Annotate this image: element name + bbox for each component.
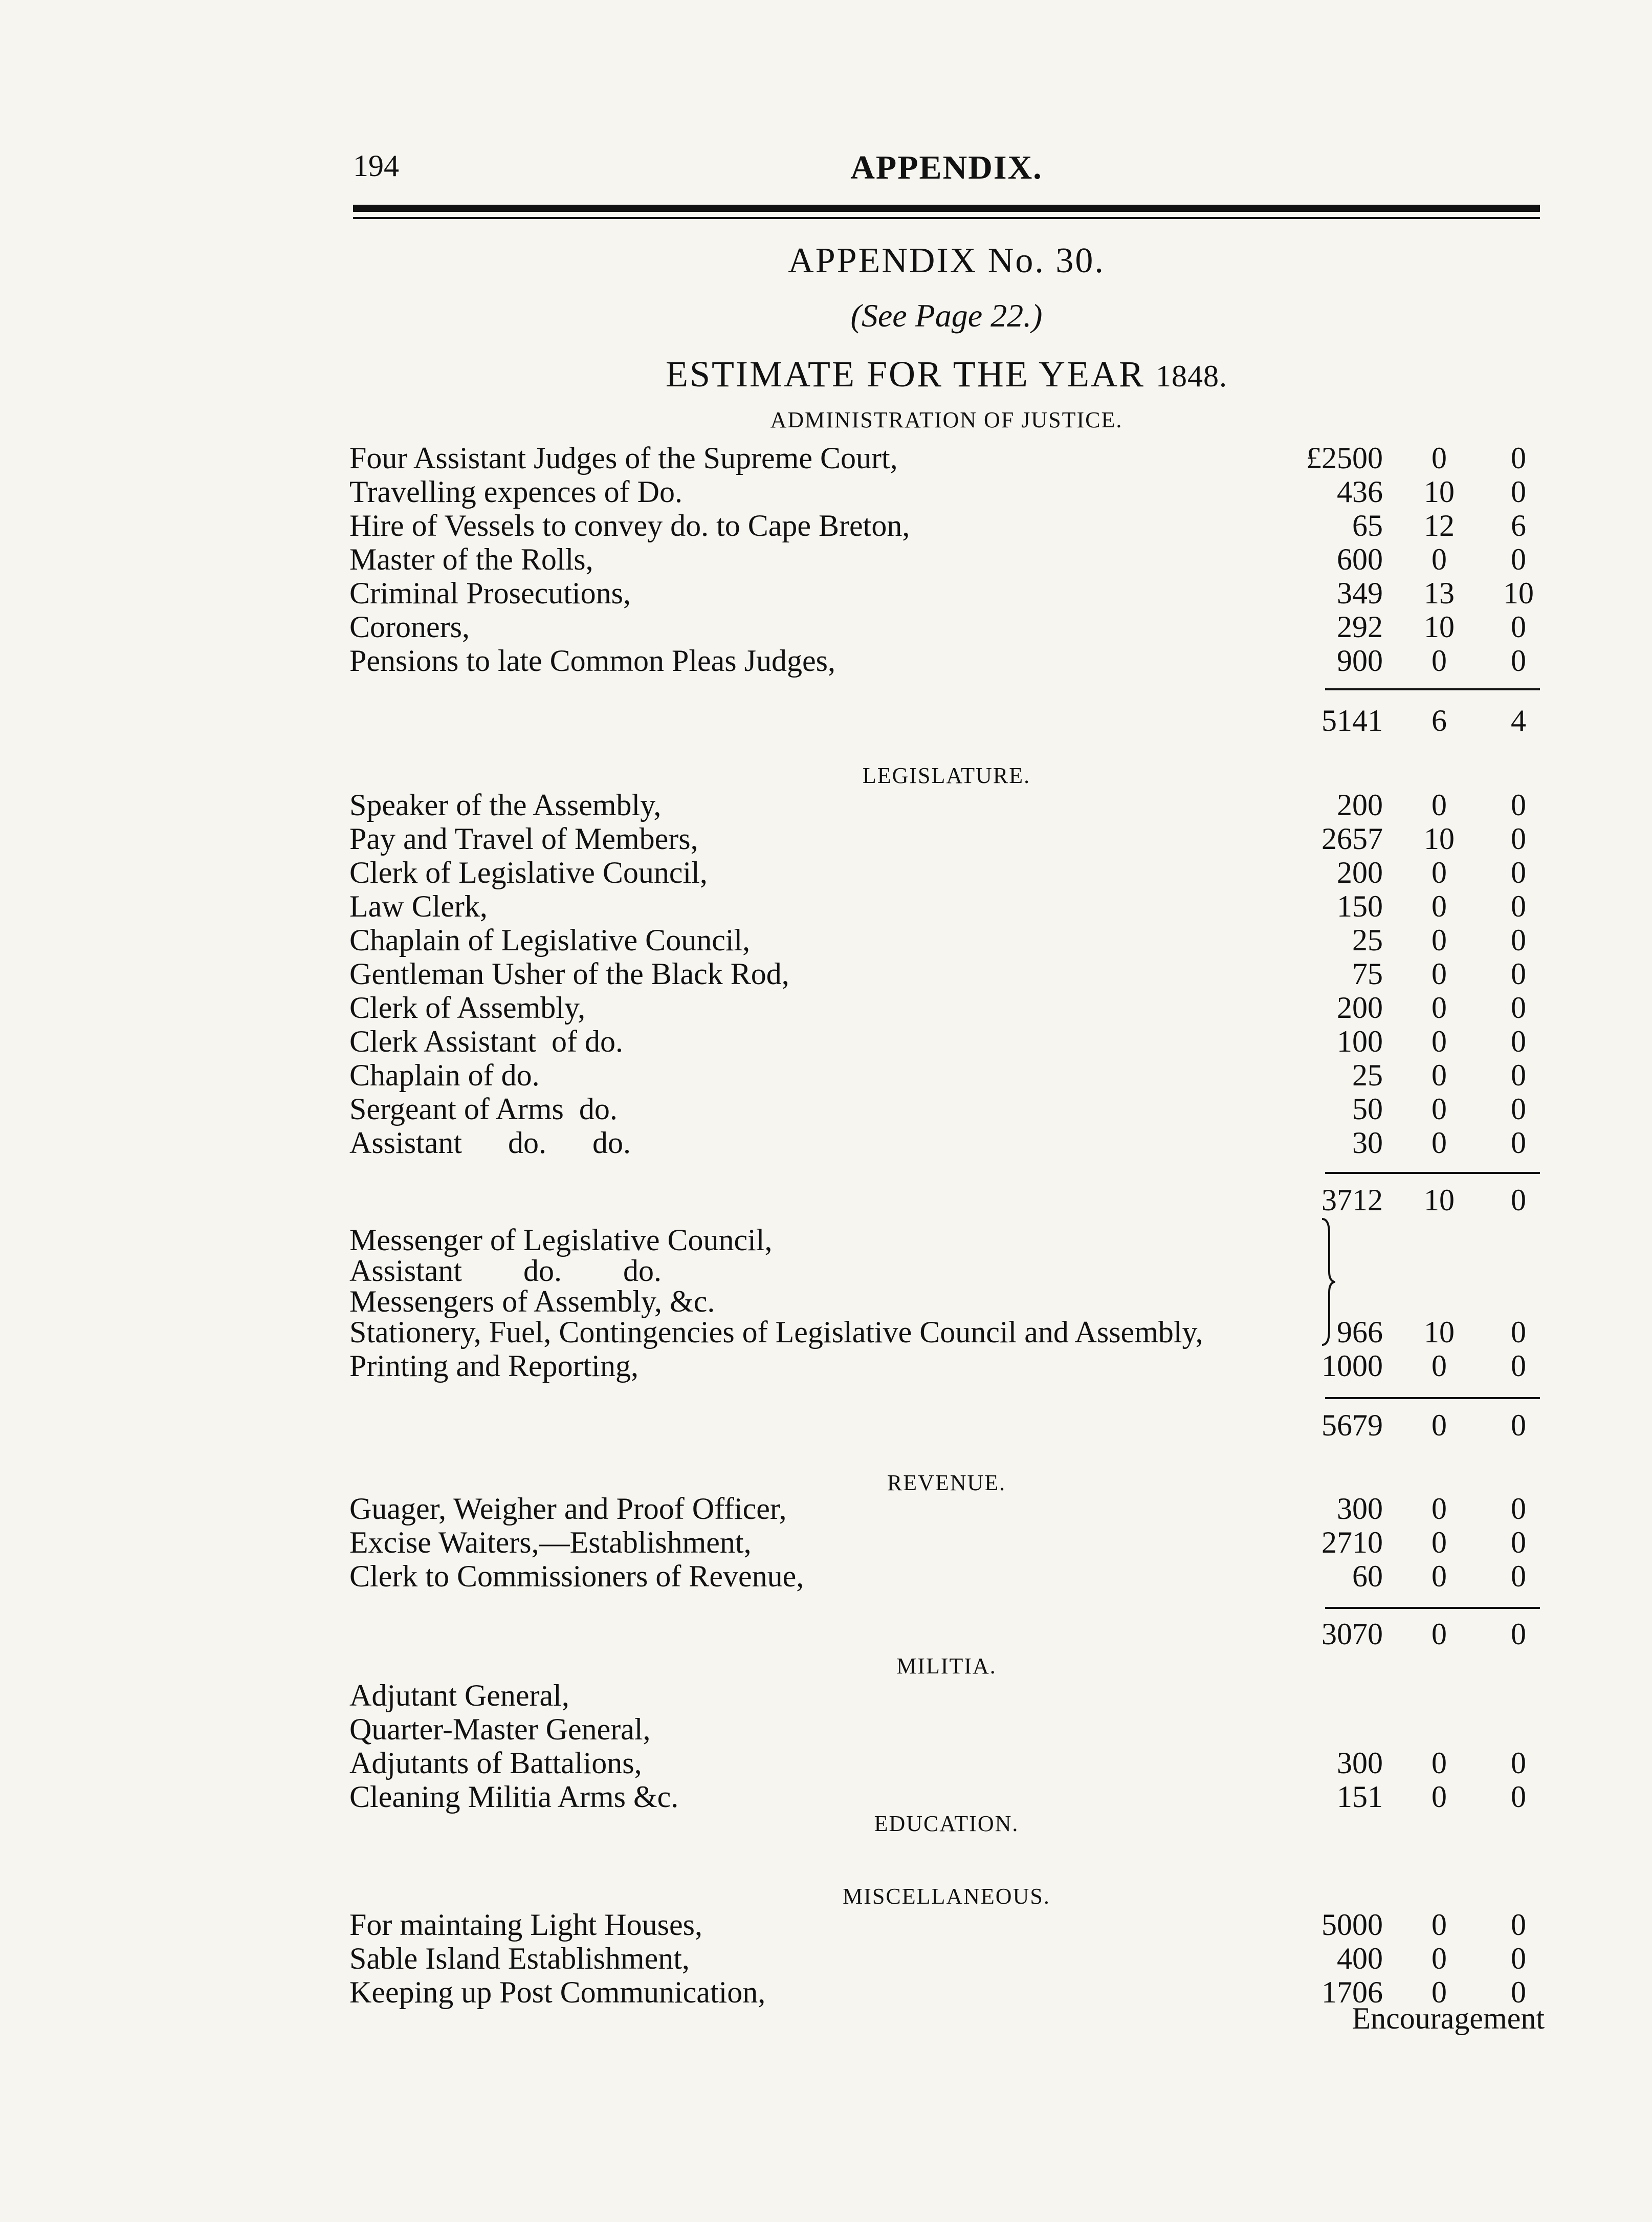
running-title: APPENDIX. xyxy=(850,149,1043,186)
row-label: Law Clerk, xyxy=(349,889,488,923)
shillings: 0 xyxy=(1431,1058,1447,1092)
table-row xyxy=(349,1092,1547,1126)
table-row xyxy=(349,441,1547,475)
shillings: 0 xyxy=(1431,957,1447,991)
pounds: 30 xyxy=(1352,1126,1383,1160)
table-row xyxy=(349,957,1547,991)
row-label: Coroners, xyxy=(349,610,470,644)
pounds: 436 xyxy=(1337,475,1383,509)
table-row xyxy=(349,1223,1547,1257)
row-label: Quarter-Master General, xyxy=(349,1712,651,1746)
pounds: 600 xyxy=(1337,542,1383,576)
table-row xyxy=(349,1126,1547,1160)
pounds: 200 xyxy=(1337,856,1383,889)
shillings: 12 xyxy=(1424,509,1455,542)
table-row xyxy=(349,1254,1547,1288)
shillings: 0 xyxy=(1431,1617,1447,1651)
table-row xyxy=(349,475,1547,509)
row-label: Criminal Prosecutions, xyxy=(349,576,631,610)
pounds: 3712 xyxy=(1321,1183,1383,1217)
table-row xyxy=(349,889,1547,923)
pence: 0 xyxy=(1511,1408,1526,1442)
pounds: £2500 xyxy=(1306,441,1383,475)
appendix-number: APPENDIX No. 30. xyxy=(788,241,1105,280)
shillings: 0 xyxy=(1431,1975,1447,2009)
table-row xyxy=(349,822,1547,856)
pounds: 5000 xyxy=(1321,1908,1383,1942)
shillings: 0 xyxy=(1431,1526,1447,1559)
pence: 0 xyxy=(1511,1526,1526,1559)
section-title-justice: ADMINISTRATION OF JUSTICE. xyxy=(770,407,1123,432)
row-label: Printing and Reporting, xyxy=(349,1349,638,1383)
pence: 0 xyxy=(1511,475,1526,509)
row-label: Stationery, Fuel, Contingencies of Legislative Council and Assembly, xyxy=(349,1315,1203,1349)
pounds: 966 xyxy=(1337,1315,1383,1349)
section-title-revenue: REVENUE. xyxy=(887,1470,1006,1495)
row-label: Gentleman Usher of the Black Rod, xyxy=(349,957,789,991)
shillings: 0 xyxy=(1431,1559,1447,1593)
pounds: 400 xyxy=(1337,1942,1383,1975)
pence: 0 xyxy=(1511,610,1526,644)
pounds: 292 xyxy=(1337,610,1383,644)
see-page-reference: (See Page 22.) xyxy=(850,297,1043,334)
pence: 0 xyxy=(1511,889,1526,923)
pence: 0 xyxy=(1511,1559,1526,1593)
pence: 0 xyxy=(1511,1183,1526,1217)
total-rule xyxy=(1325,1397,1540,1399)
row-label: Clerk of Assembly, xyxy=(349,991,586,1025)
pounds: 300 xyxy=(1337,1492,1383,1526)
shillings: 0 xyxy=(1431,1942,1447,1975)
pounds: 100 xyxy=(1337,1025,1383,1058)
pence: 0 xyxy=(1511,822,1526,856)
right-brace xyxy=(1320,1218,1335,1346)
shillings: 0 xyxy=(1431,644,1447,678)
shillings: 0 xyxy=(1431,441,1447,475)
row-label: Adjutant General, xyxy=(349,1679,569,1712)
page-number: 194 xyxy=(353,149,399,183)
total-rule xyxy=(1325,688,1540,690)
shillings: 0 xyxy=(1431,1025,1447,1058)
shillings: 0 xyxy=(1431,542,1447,576)
pounds: 25 xyxy=(1352,923,1383,957)
row-label: Speaker of the Assembly, xyxy=(349,788,662,822)
pounds: 150 xyxy=(1337,889,1383,923)
pence: 0 xyxy=(1511,644,1526,678)
shillings: 0 xyxy=(1431,889,1447,923)
row-label: Clerk to Commissioners of Revenue, xyxy=(349,1559,804,1593)
shillings: 0 xyxy=(1431,1492,1447,1526)
pounds: 75 xyxy=(1352,957,1383,991)
pounds: 1706 xyxy=(1321,1975,1383,2009)
pounds: 2657 xyxy=(1321,822,1383,856)
pence: 0 xyxy=(1511,991,1526,1025)
pence: 0 xyxy=(1511,1315,1526,1349)
section-title-legislature: LEGISLATURE. xyxy=(862,763,1031,788)
table-row xyxy=(349,1942,1547,1975)
pounds: 349 xyxy=(1337,576,1383,610)
row-label: Hire of Vessels to convey do. to Cape Breton, xyxy=(349,509,910,542)
pence: 0 xyxy=(1511,1025,1526,1058)
table-row xyxy=(349,991,1547,1025)
row-label: Cleaning Militia Arms &c. xyxy=(349,1780,679,1814)
catchword: Encouragement xyxy=(1352,2001,1545,2035)
shillings: 0 xyxy=(1431,1746,1447,1780)
pence: 0 xyxy=(1511,1126,1526,1160)
pounds: 1000 xyxy=(1321,1349,1383,1383)
table-row xyxy=(349,1712,1547,1746)
shillings: 0 xyxy=(1431,788,1447,822)
shillings: 0 xyxy=(1431,923,1447,957)
row-label: Guager, Weigher and Proof Officer, xyxy=(349,1492,787,1526)
section-title-misc: MISCELLANEOUS. xyxy=(843,1884,1050,1909)
shillings: 0 xyxy=(1431,856,1447,889)
table-row xyxy=(349,1315,1547,1349)
total-row-revenue xyxy=(349,1617,1547,1651)
table-row xyxy=(349,610,1547,644)
pounds: 151 xyxy=(1337,1780,1383,1814)
pounds: 2710 xyxy=(1321,1526,1383,1559)
row-label: For maintaing Light Houses, xyxy=(349,1908,702,1942)
table-row xyxy=(349,1526,1547,1559)
row-label: Pay and Travel of Members, xyxy=(349,822,698,856)
shillings: 10 xyxy=(1424,475,1455,509)
shillings: 0 xyxy=(1431,1349,1447,1383)
pence: 0 xyxy=(1511,441,1526,475)
pence: 6 xyxy=(1511,509,1526,542)
table-row xyxy=(349,1492,1547,1526)
table-row xyxy=(349,923,1547,957)
pence: 4 xyxy=(1511,704,1526,737)
pence: 0 xyxy=(1511,1975,1526,2009)
pence: 0 xyxy=(1511,788,1526,822)
table-row xyxy=(349,1559,1547,1593)
section-title-education: EDUCATION. xyxy=(874,1811,1019,1836)
table-row xyxy=(349,856,1547,889)
pence: 0 xyxy=(1511,856,1526,889)
row-label: Sergeant of Arms do. xyxy=(349,1092,618,1126)
estimate-title-text: ESTIMATE FOR THE YEAR xyxy=(665,354,1146,395)
table-row xyxy=(349,788,1547,822)
table-row xyxy=(349,509,1547,542)
pence: 0 xyxy=(1511,1746,1526,1780)
row-label: Keeping up Post Communication, xyxy=(349,1975,766,2009)
table-row xyxy=(349,1746,1547,1780)
row-label: Assistant do. do. xyxy=(349,1254,662,1288)
pence: 0 xyxy=(1511,542,1526,576)
total-row-justice xyxy=(349,704,1547,737)
pounds: 65 xyxy=(1352,509,1383,542)
total-row-legislature xyxy=(349,1408,1547,1442)
pounds: 25 xyxy=(1352,1058,1383,1092)
pence: 0 xyxy=(1511,1092,1526,1126)
row-label: Travelling expences of Do. xyxy=(349,475,682,509)
row-label: Messengers of Assembly, &c. xyxy=(349,1284,715,1318)
total-rule xyxy=(1325,1172,1540,1174)
row-label: Pensions to late Common Pleas Judges, xyxy=(349,644,835,678)
table-row xyxy=(349,1679,1547,1712)
pence: 0 xyxy=(1511,1942,1526,1975)
page-header xyxy=(353,148,1540,194)
estimate-title xyxy=(353,353,1540,396)
pence: 10 xyxy=(1503,576,1534,610)
row-label: Master of the Rolls, xyxy=(349,542,593,576)
row-label: Adjutants of Battalions, xyxy=(349,1746,642,1780)
pounds: 50 xyxy=(1352,1092,1383,1126)
pounds: 5141 xyxy=(1321,704,1383,737)
shillings: 0 xyxy=(1431,991,1447,1025)
shillings: 0 xyxy=(1431,1780,1447,1814)
row-label: Excise Waiters,—Establishment, xyxy=(349,1526,752,1559)
row-label: Four Assistant Judges of the Supreme Court, xyxy=(349,441,898,475)
pence: 0 xyxy=(1511,1780,1526,1814)
pence: 0 xyxy=(1511,1908,1526,1942)
pence: 0 xyxy=(1511,1492,1526,1526)
estimate-year: 1848. xyxy=(1156,359,1228,393)
row-label: Chaplain of Legislative Council, xyxy=(349,923,751,957)
pence: 0 xyxy=(1511,957,1526,991)
shillings: 0 xyxy=(1431,1126,1447,1160)
table-row xyxy=(349,1349,1547,1383)
pounds: 5679 xyxy=(1321,1408,1383,1442)
shillings: 10 xyxy=(1424,1183,1455,1217)
table-row xyxy=(349,1908,1547,1942)
table-row xyxy=(349,1284,1547,1318)
header-rule-thin xyxy=(353,217,1540,219)
pounds: 200 xyxy=(1337,788,1383,822)
pounds: 200 xyxy=(1337,991,1383,1025)
pounds: 3070 xyxy=(1321,1617,1383,1651)
header-rule-thick xyxy=(353,205,1540,212)
shillings: 0 xyxy=(1431,1408,1447,1442)
shillings: 0 xyxy=(1431,1908,1447,1942)
shillings: 10 xyxy=(1424,610,1455,644)
pounds: 60 xyxy=(1352,1559,1383,1593)
pounds: 300 xyxy=(1337,1746,1383,1780)
table-row xyxy=(349,542,1547,576)
row-label: Sable Island Establishment, xyxy=(349,1942,690,1975)
row-label: Messenger of Legislative Council, xyxy=(349,1223,773,1257)
table-row xyxy=(349,1780,1547,1814)
shillings: 13 xyxy=(1424,576,1455,610)
row-label: Assistant do. do. xyxy=(349,1126,631,1160)
pence: 0 xyxy=(1511,1058,1526,1092)
total-rule xyxy=(1325,1607,1540,1609)
row-label: Chaplain of do. xyxy=(349,1058,540,1092)
table-row xyxy=(349,1025,1547,1058)
pence: 0 xyxy=(1511,923,1526,957)
pence: 0 xyxy=(1511,1617,1526,1651)
section-title-militia: MILITIA. xyxy=(896,1653,997,1679)
shillings: 6 xyxy=(1431,704,1447,737)
row-label: Clerk of Legislative Council, xyxy=(349,856,708,889)
pounds: 900 xyxy=(1337,644,1383,678)
table-row xyxy=(349,576,1547,610)
row-label: Clerk Assistant of do. xyxy=(349,1025,623,1058)
shillings: 10 xyxy=(1424,822,1455,856)
subtotal-row-legislature xyxy=(349,1183,1547,1217)
pence: 0 xyxy=(1511,1349,1526,1383)
shillings: 0 xyxy=(1431,1092,1447,1126)
shillings: 10 xyxy=(1424,1315,1455,1349)
table-row xyxy=(349,1058,1547,1092)
table-row xyxy=(349,644,1547,678)
